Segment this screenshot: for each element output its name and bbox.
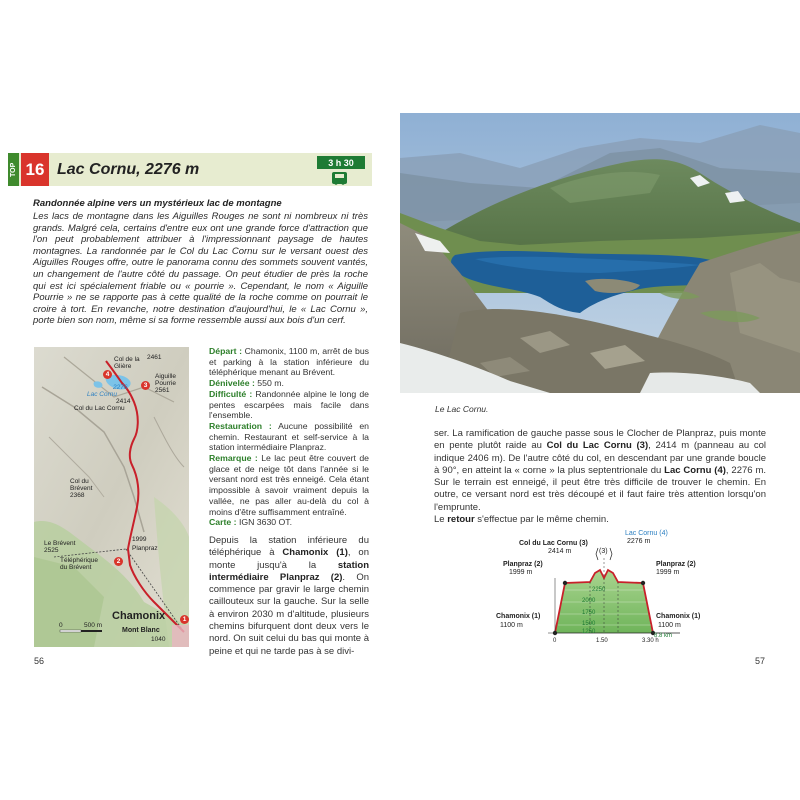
route-title: Lac Cornu, 2276 m [57,161,200,178]
map-label-2414: 2414 [116,398,131,405]
map-label-le-brevent: Le Brévent 2525 [44,540,76,554]
bus-icon [332,172,347,184]
info-depart-label: Départ : [209,346,243,356]
profile-label-chamonix-right: Chamonix (1) [656,613,701,620]
body-left-part: , on monte jusqu'à la [209,547,369,571]
map-scale-0: 0 [59,622,63,629]
profile-label-planpraz-left: Planpraz (2) [503,561,543,568]
profile-x-330: 3.30 h [642,638,659,644]
map-marker-1: 1 [180,615,189,624]
body-right-part: , 2414 m (panneau au col indique 2406 m). De l'autre côté du col, en descendant par une grande boucle à 90°, en atteint la « corne » la plus septentrionale du [434,440,767,476]
info-difficulte-label: Difficulté : [209,388,253,399]
map-marker-4: 4 [103,370,112,379]
page-number-right: 57 [755,656,766,666]
body-right-bold: Col du Lac Cornu (3) [546,440,649,452]
map-label-chamonix: Chamonix [112,610,166,622]
map-label-1040: 1040 [151,636,166,643]
right-page [400,0,800,800]
intro-paragraph: Les lacs de montagne dans les Aiguilles Rouges ne sont ni nombreux ni très grands. Malgré cela, certains d'entre eux ont une grande force d'attraction que l'on peut probablement attribuer à l'impressionnant paysage de hautes montagnes. La randonnée par le Col du Lac Cornu sur le versant ouest des Aiguilles Rouges offre, outre le panorama connu des sommets souvent vantés, un changement de l'autre côté du passage. On peut étudier de près la roche qui est ici spécialement friable ou « pourrie ». Cependant, le nom « Aiguille Pourrie » ne se rapporte pas à cette qualité de la roche comme on pourrait le croire à tort. En revanche, notre destination d'aujourd'hui, le « Lac Cornu », porte bien son nom, même si sa forme ressemble aussi aux bois d'un cerf. [33,211,368,327]
profile-y-1250: 1250 [582,629,596,635]
info-denivelee-label: Dénivelée : [209,378,255,389]
profile-x-150: 1.50 [596,638,608,644]
body-left-bold: station intermédiaire Planpraz (2) [209,559,369,583]
map-label-col-gliere: Col de la Glière [114,356,140,370]
route-info [209,346,369,528]
profile-label-chamonix-right-alt: 1100 m [658,622,681,629]
profile-label-chamonix-left: Chamonix (1) [496,613,541,620]
map-label-1999: 1999 [132,536,147,543]
info-carte-text: IGN 3630 OT. [238,517,293,528]
duration-badge: 3 h 30 [317,156,365,169]
map-label-aiguille-pourrie: Aiguille Pourrie 2561 [155,373,176,394]
profile-y-2250: 2250 [592,587,606,593]
body-text-right [434,428,766,526]
body-right-part: Le [434,514,448,526]
body-right-bold: Lac Cornu (4) [664,464,726,476]
body-left-bold: Chamonix (1) [282,547,348,559]
lac-cornu-photo [400,113,800,393]
profile-y-1750: 1750 [582,610,596,616]
body-right-part: ser. La ramification de gauche passe sous le Clocher de Planpraz, puis monte en pente plutôt raide au [434,428,766,452]
info-difficulte-text: Randonnée alpine le long de pentes escarpées mais facile dans l'ensemble. [209,388,369,421]
route-number-badge: 16 [21,153,49,186]
map-label-planpraz: Planpraz [132,545,158,552]
top-badge: TOP [8,153,19,186]
map-marker-3: 3 [141,381,150,390]
profile-label-col: Col du Lac Cornu (3) [519,540,588,547]
map-label-col-brevent: Col du Brévent 2368 [70,478,93,499]
profile-x-0: 0 [553,638,557,644]
photo-landscape [400,113,800,393]
body-right-part: s'effectue par le même chemin. [474,514,609,526]
map-marker-2: 2 [114,557,123,566]
body-text-left [209,535,369,658]
info-difficulte [209,389,369,421]
map-label-col-lac-cornu: Col du Lac Cornu [74,405,125,412]
info-restauration [209,421,369,453]
photo-caption: Le Lac Cornu. [435,404,489,414]
profile-distance: 8.8 km [654,633,673,639]
profile-y-2000: 2000 [582,598,596,604]
map-label-2461: 2461 [147,354,162,361]
info-remarque-label: Remarque : [209,453,258,464]
info-carte-label: Carte : [209,517,237,528]
route-subtitle: Randonnée alpine vers un mystérieux lac de montagne [33,198,282,209]
info-remarque-text: Le lac peut être couvert de glace et de neige tôt dans l'année si le versant nord est très enneigé. Cela étant impossible à savoir vraiment depuis la vallée, ne pas aller au-delà du col à moins d'être suffisamment entraîné. [209,453,369,517]
map-label-mont-blanc: Mont Blanc [122,627,160,634]
profile-label-col-num: (3) [599,548,608,555]
info-depart-text: Chamonix, 1100 m, arrêt de bus et parking à la station inférieure du téléphérique menant au Brévent. [209,346,369,378]
body-left-part: Depuis la station inférieure du téléphérique à [209,535,369,559]
profile-label-lac-cornu-alt: 2276 m [627,538,651,545]
body-right-part: , 2276 m. Sur le terrain est enneigé, il peut être très difficile de trouver le chemin. En outre, ce versant nord est très découpé et il faut faire très attention lorsqu'on l'emprunte. [434,464,767,513]
info-depart [209,346,369,378]
page-number-left: 56 [34,656,45,666]
profile-y-1500: 1500 [582,621,596,627]
map-scale-500: 500 m [84,622,103,629]
elevation-profile [490,528,750,653]
map-label-lac-cornu: Lac Cornu [87,391,117,398]
profile-label-chamonix-left-alt: 1100 m [500,622,523,629]
info-restauration-label: Restauration : [209,420,272,431]
profile-label-planpraz-right: Planpraz (2) [656,561,696,568]
info-carte [209,517,369,528]
map-label-telepherique: Téléphérique du Brévent [60,557,98,571]
body-right-bold: retour [447,514,475,526]
info-denivelee [209,378,369,389]
body-left-part: . On commence par gravir le large chemin caillouteux sur la gauche. Sur la selle à environ 2030 m d'altitude, plusieurs chemins bifurquent dont deux vers le nord. On suit celui du bas qui monte à peine et qui ne tarde pas à se divi- [209,571,370,657]
profile-label-lac-cornu: Lac Cornu (4) [625,530,668,537]
profile-label-planpraz-left-alt: 1999 m [509,569,533,576]
route-map [34,347,189,647]
info-remarque [209,453,369,517]
info-restauration-text: Aucune possibilité en chemin. Restaurant et self-service à la station intermédiaire Planpraz. [209,420,369,453]
map-label-lac-cornu-alt: 2276 [113,384,128,391]
profile-label-planpraz-right-alt: 1999 m [656,569,680,576]
profile-label-col-alt: 2414 m [548,548,572,555]
info-denivelee-text: 550 m. [257,378,284,389]
